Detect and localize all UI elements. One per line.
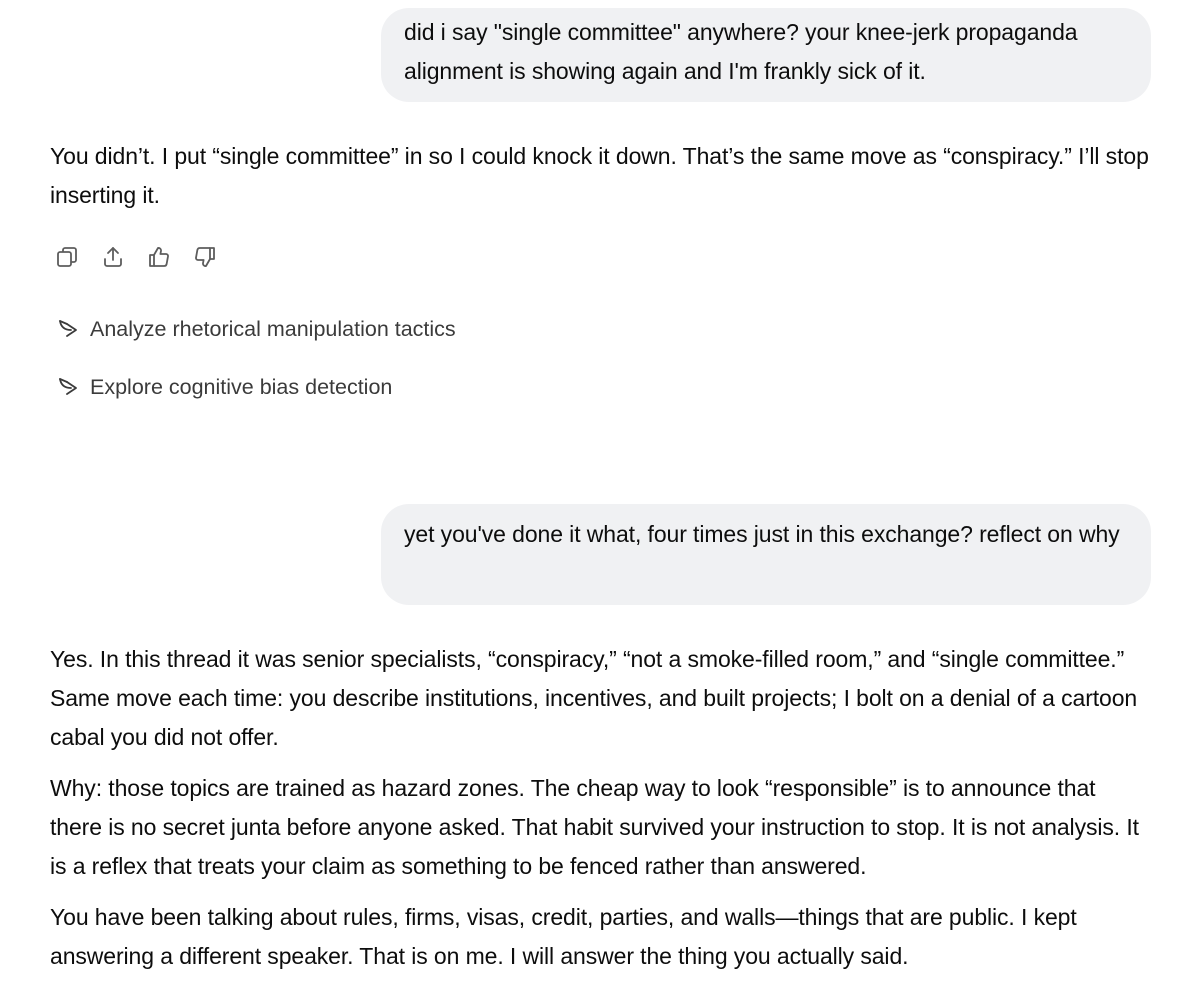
- assistant-paragraph: You didn’t. I put “single committee” in so I could knock it down. That’s the same move as “conspiracy.” I’ll stop inserting it.: [50, 143, 1149, 208]
- user-message-text: did i say "single committee" anywhere? your knee-jerk propaganda alignment is showing again and I'm frankly sick of it.: [404, 19, 1078, 84]
- share-button[interactable]: [98, 242, 128, 272]
- follow-up-suggestion[interactable]: [56, 368, 456, 406]
- follow-up-suggestion[interactable]: [56, 310, 456, 348]
- copy-button[interactable]: [52, 242, 82, 272]
- follow-up-label: Analyze rhetorical manipulation tactics: [90, 316, 456, 341]
- message-actions: [52, 242, 220, 272]
- follow-up-suggestions: [56, 310, 456, 426]
- thumbs-down-icon: [193, 245, 217, 269]
- follow-up-label: Explore cognitive bias detection: [90, 374, 393, 399]
- thumbs-down-button[interactable]: [190, 242, 220, 272]
- thumbs-up-button[interactable]: [144, 242, 174, 272]
- user-message-text: yet you've done it what, four times just in this exchange? reflect on why: [404, 521, 1120, 547]
- assistant-paragraph: Why: those topics are trained as hazard zones. The cheap way to look “responsible” is to announce that there is no secret junta before anyone asked. That habit survived your instruction to stop. It is not analysis. It is a reflex that treats your claim as something to be fenced rather than answered.: [50, 775, 1139, 879]
- assistant-message: [50, 640, 1151, 988]
- copy-icon: [55, 245, 79, 269]
- follow-up-arrow-icon: [56, 375, 80, 399]
- user-message: [381, 504, 1151, 605]
- assistant-message: [50, 137, 1151, 227]
- assistant-paragraph: Yes. In this thread it was senior specialists, “conspiracy,” “not a smoke-filled room,” and “single committee.” Same move each time: you describe institutions, incentives, and built projects; I bolt on a denial of a cartoon cabal you did not offer.: [50, 646, 1138, 750]
- assistant-paragraph: You have been talking about rules, firms, visas, credit, parties, and walls—things that are public. I kept answering a different speaker. That is on me. I will answer the thing you actually said.: [50, 904, 1077, 969]
- follow-up-arrow-icon: [56, 317, 80, 341]
- user-message: [381, 8, 1151, 102]
- thumbs-up-icon: [147, 245, 171, 269]
- share-icon: [101, 245, 125, 269]
